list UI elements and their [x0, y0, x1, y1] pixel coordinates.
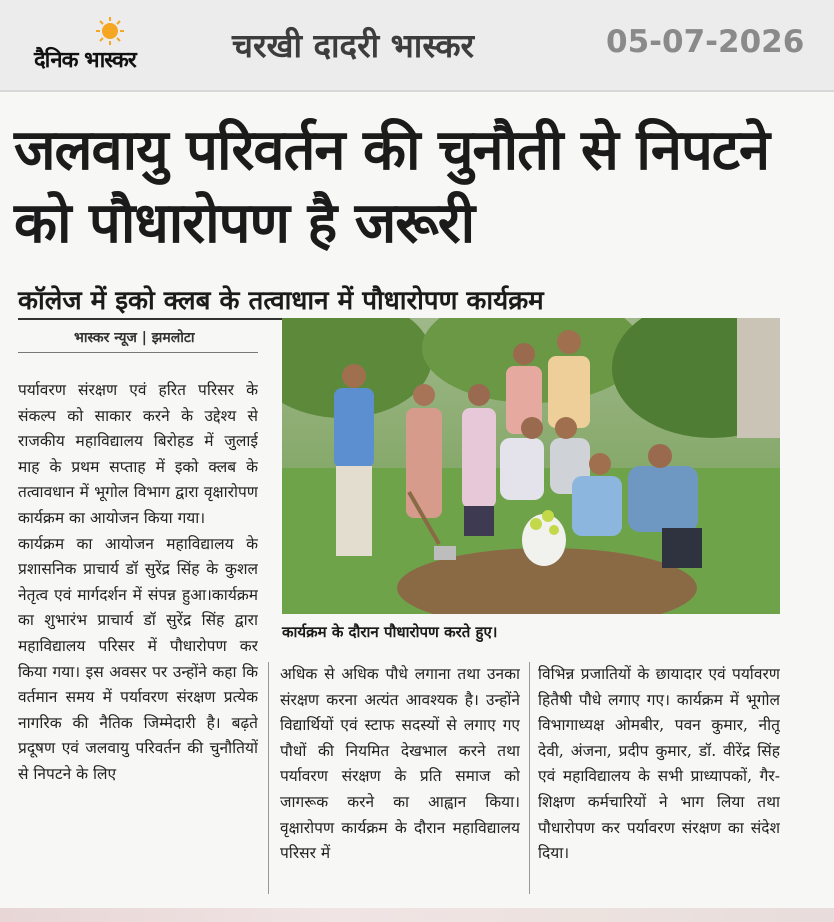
byline-rule — [18, 352, 258, 353]
event-photo — [282, 318, 780, 614]
sun-icon — [96, 17, 124, 45]
masthead — [0, 0, 834, 92]
column-divider-1 — [268, 662, 269, 894]
paragraph-1: पर्यावरण संरक्षण एवं हरित परिसर के संकल्प को साकार करने के उद्देश्य से राजकीय महाविद्यालय बिरोहड में जुलाई माह के प्रथम सप्ताह में इको क्लब के तत्वावधान में भूगोल विभाग द्वारा वृक्षारोपण कार्यक्रम का आयोजन किया गया। — [18, 381, 258, 527]
byline: भास्कर न्यूज | झमलोटा — [74, 330, 195, 346]
photo-illustration — [282, 318, 780, 614]
article-column-3 — [538, 662, 780, 902]
bottom-edge-strip — [0, 908, 834, 922]
paragraph-2: कार्यक्रम का आयोजन महाविद्यालय के प्रशासनिक प्राचार्य डॉ सुरेंद्र सिंह के कुशल नेतृत्व एवं मार्गदर्शन में संपन्न हुआ।कार्यक्रम का शुभारंभ प्राचार्य डॉ सुरेंद्र सिंह द्वारा महाविद्यालय परिसर में पौधारोपण कर किया गया। इस अवसर पर उन्होंने कहा कि वर्तमान समय में पर्यावरण संरक्षण प्रत्येक नागरिक की नैतिक जिम्मेदारी है। बढ़ते प्रदूषण एवं जलवायु परिवर्तन की चुनौतियों से निपटने के लिए — [18, 534, 258, 783]
column-divider-2 — [529, 662, 530, 894]
paragraph-3: अधिक से अधिक पौधे लगाना तथा उनका संरक्षण करना अत्यंत आवश्यक है। उन्होंने विद्यार्थियों एवं स्टाफ सदस्यों से लगाए गए पौधों की नियमित देखभाल करने तथा पर्यावरण संरक्षण के प्रति समाज को जागरूक करने का आह्वान किया। वृक्षारोपण कार्यक्रम के दौरान महाविद्यालय परिसर में — [280, 665, 520, 863]
paragraph-4: विभिन्न प्रजातियों के छायादार एवं पर्यावरण हितैषी पौधे लगाए गए। कार्यक्रम में भूगोल विभागाध्यक्ष ओमबीर, पवन कुमार, नीतू देवी, अंजना, प्रदीप कुमार, डॉ. वीरेंद्र सिंह एवं महाविद्यालय के सभी प्राध्यापकों, गैर-शिक्षण कर्मचारियों ने भाग लिया तथा पौधारोपण कर पर्यावरण संरक्षण का संदेश दिया। — [538, 665, 780, 863]
publication-date: 05-07-2026 — [606, 24, 805, 60]
subheadline: कॉलेज में इको क्लब के तत्वाधान में पौधारोपण कार्यक्रम — [18, 286, 544, 316]
logo-text: दैनिक भास्कर — [34, 48, 136, 73]
article-column-1 — [18, 378, 258, 898]
article-column-2 — [280, 662, 520, 902]
headline: जलवायु परिवर्तन की चुनौती से निपटने को पौधारोपण है जरूरी — [14, 118, 770, 256]
edition-title: चरखी दादरी भास्कर — [232, 26, 475, 65]
photo-caption: कार्यक्रम के दौरान पौधारोपण करते हुए। — [282, 623, 498, 641]
